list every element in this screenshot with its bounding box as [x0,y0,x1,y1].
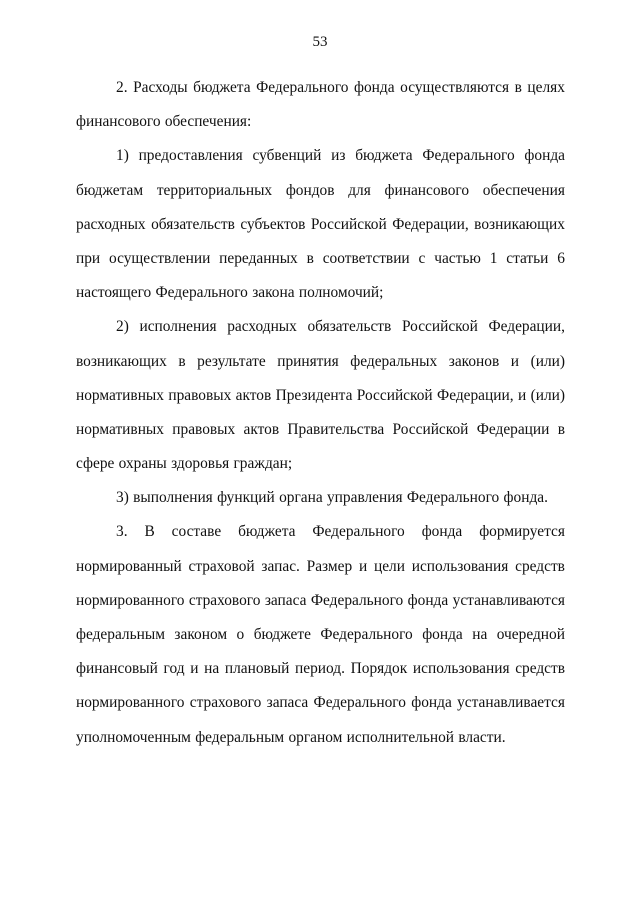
word: законов [448,352,500,370]
word: настоящего [76,284,152,302]
word: финансовый [76,660,158,678]
word: федеральных [350,352,438,370]
text-line [76,550,565,584]
word: Размер [306,557,353,575]
word: частью [434,249,481,267]
word: управления [326,489,403,507]
word: В [144,523,155,541]
document-body [76,71,565,755]
paragraph-p2-2 [76,310,565,481]
word: полномочий; [298,284,384,302]
word: на [204,660,220,678]
word: для [348,181,371,199]
word: осуществляются [400,79,510,96]
word: фонда [411,694,452,712]
word: в [557,420,565,438]
page-number: 53 [312,34,328,50]
text-line [76,515,565,549]
word: здоровья [171,455,230,473]
word: Федерации, [488,318,565,336]
word: обязательств [307,318,392,336]
word: Федерации, [392,215,469,233]
word: целях [527,79,565,96]
word: бюджета [238,523,296,541]
word: бюджете [253,626,311,643]
text-line [76,618,565,652]
word: бюджетам [76,181,144,199]
word: статьи [506,249,549,267]
word: использования [411,557,509,575]
word: 3) [116,489,129,507]
word: 1 [489,249,498,267]
text-line [76,105,565,139]
word: Расходы [133,79,188,96]
word: обеспечения: [164,113,252,131]
word: Федерального [256,79,349,96]
word: Федерации [476,420,550,438]
word: органа [279,489,323,507]
text-line [76,242,565,276]
word: Российской [392,420,469,438]
word: закона [252,284,295,302]
word: 2) [116,318,129,336]
word: охраны [118,455,167,473]
word: формируется [479,523,565,541]
word: Федерального [406,489,500,507]
word: (или) [530,386,565,404]
word: на [472,626,488,643]
word: Правительства [287,420,385,438]
word: 1) [116,147,129,165]
word: уполномоченным [76,728,191,746]
word: возникающих [474,215,565,233]
word: страхового [189,694,262,712]
text-line [76,584,565,618]
word: субвенций [252,147,322,165]
word: 6 [557,249,565,267]
word: Российской [310,215,387,233]
word: плановый [224,660,290,678]
word: расходных [76,215,146,233]
word: в [514,79,522,96]
word: исполнительной [346,728,455,746]
word: в [306,249,314,267]
word: бюджета [193,79,251,96]
word: Федерального [310,591,404,609]
word: правовых [172,420,236,438]
word: очередной [496,626,565,643]
word: фонда [524,147,565,165]
word: из [331,147,346,165]
word: фонда [422,626,463,643]
paragraph-p2-1 [76,139,565,310]
word: средств [515,660,565,678]
word: возникающих [76,352,167,370]
word: запас. [261,557,300,575]
text-line [76,71,565,105]
paragraph-p3 [76,515,565,754]
text-line [76,721,565,755]
word: финансового [384,181,470,199]
word: территориальных [156,181,273,199]
word: Порядок [350,660,408,678]
text-line [76,276,565,310]
word: Президента [275,386,353,404]
word: выполнения [133,489,213,507]
word: осуществлении [109,249,211,267]
word: сфере [76,455,115,473]
text-line [76,379,565,413]
word: 3. [116,523,128,541]
word: власти. [458,728,506,746]
word: законом [174,626,228,643]
text-line [76,345,565,379]
word: цели [373,557,405,575]
word: принятия [277,352,339,370]
text-line [76,686,565,720]
word: Российской [356,386,433,404]
text-line [76,652,565,686]
word: период. [295,660,345,678]
word: страхового [188,591,261,609]
text-line [76,208,565,242]
word: федеральным [195,728,285,746]
word: фонда [354,79,395,96]
paragraph-p2 [76,71,565,139]
word: при [76,249,101,267]
word: Федерации, [437,386,514,404]
word: результате [197,352,266,370]
word: Российской [401,318,478,336]
word: обязательств [151,215,235,233]
word: граждан; [233,455,293,473]
word: исполнения [139,318,217,336]
word: фонда. [503,489,548,507]
word: о [236,626,245,643]
text-line [76,413,565,447]
word: с [418,249,426,267]
word: нормативных [76,386,164,404]
word: Федерального [320,626,413,643]
word: актов [243,420,280,438]
word: переданных [219,249,298,267]
word: запаса [264,591,307,609]
word: нормативных [76,420,164,438]
word: год [163,660,185,678]
word: Федерального [422,147,515,165]
word: правовых [168,386,232,404]
word: нормированный [76,557,182,575]
paragraph-p2-3 [76,481,565,515]
word: страховой [188,557,255,575]
text-line [76,447,565,481]
word: предоставления [138,147,243,165]
text-line [76,139,565,173]
word: нормированного [76,591,185,609]
text-line [76,310,565,344]
word: федеральным [76,626,165,643]
word: субъектов [240,215,306,233]
word: в [178,352,186,370]
word: органом [288,728,343,746]
word: запаса [266,694,309,712]
word: фонда [421,523,463,541]
word: бюджета [355,147,413,165]
word: обеспечения [482,181,565,199]
word: (или) [530,352,565,370]
word: фондов [285,181,335,199]
word: расходных [227,318,297,336]
word: устанавливаются [452,591,565,609]
word: Федерального [313,694,406,712]
word: функций [217,489,275,507]
word: фонда [407,591,449,609]
word: и [190,660,199,678]
word: нормированного [76,694,185,712]
word: финансового [76,113,161,131]
word: составе [171,523,222,541]
word: средств [515,557,565,575]
text-line [76,481,565,515]
word: 2. [116,79,128,96]
word: актов [235,386,272,404]
word: Федерального [155,284,248,302]
word: и [358,557,368,575]
word: использования [412,660,510,678]
word: устанавливается [457,694,565,712]
word: и [517,386,527,404]
word: и [510,352,520,370]
text-line [76,174,565,208]
word: соответствии [322,249,410,267]
word: Федерального [312,523,405,541]
